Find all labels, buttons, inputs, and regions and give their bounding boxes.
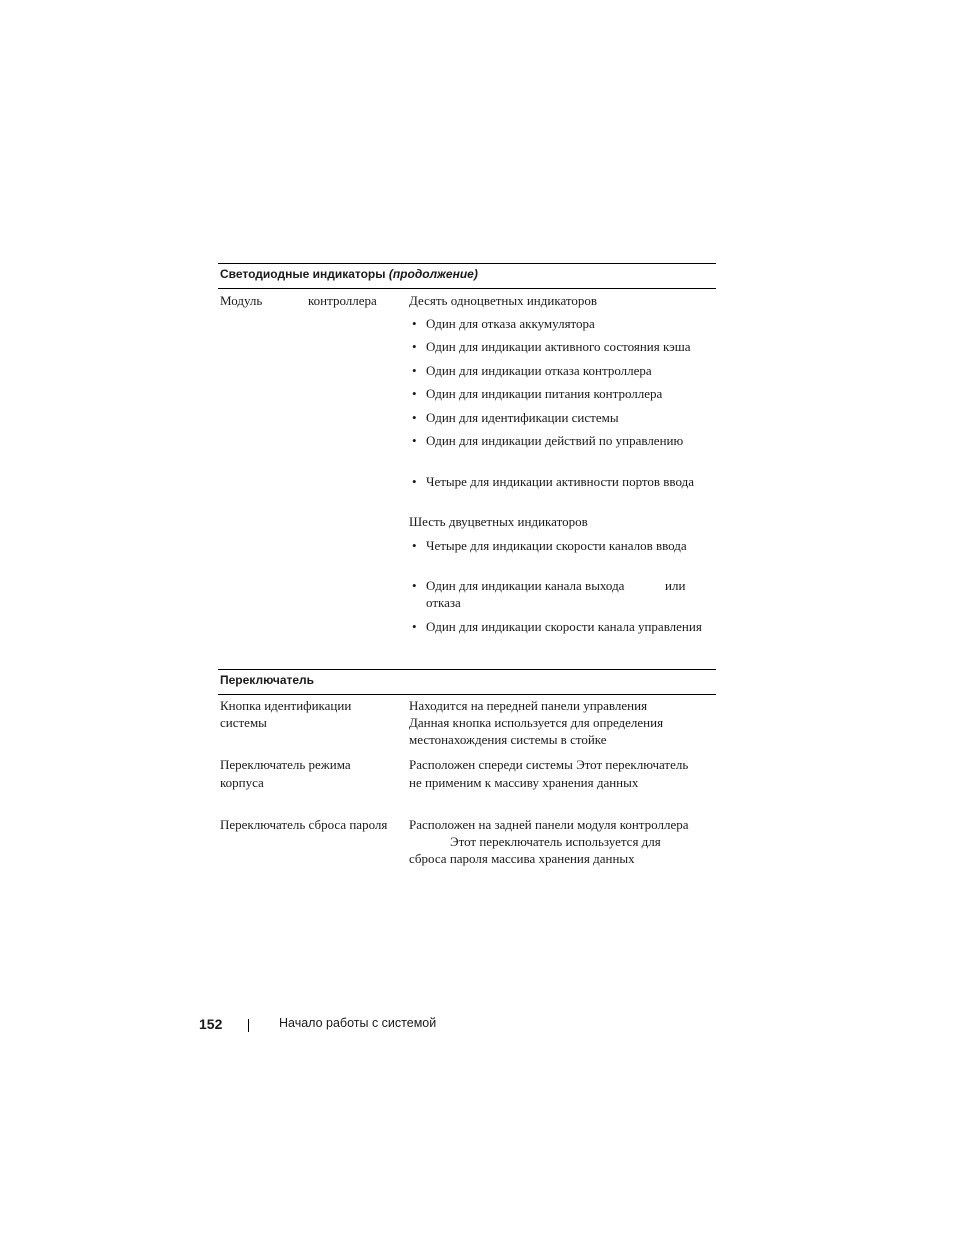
row-desc: Расположен на задней панели модуля контроллера	[409, 817, 689, 832]
bullet: •	[412, 433, 417, 448]
section-header-suffix: (продолжение)	[388, 267, 478, 281]
row-label-controller: контроллера	[308, 293, 377, 308]
table-top-rule	[218, 263, 716, 264]
table-top-rule	[218, 669, 716, 670]
bullet: •	[412, 578, 417, 593]
section-header-led	[220, 267, 478, 281]
header-bottom-rule	[218, 288, 716, 289]
footer-separator	[248, 1019, 249, 1032]
list-item: • Один для индикации канала выхода	[412, 578, 625, 593]
list-item: • Четыре для индикации скорости каналов ввода	[412, 538, 687, 553]
row-desc: Этот переключатель используется для	[450, 834, 661, 849]
row-desc: Данная кнопка используется для определения	[409, 715, 664, 730]
bullet: •	[412, 410, 417, 425]
list-item: • Четыре для индикации активности портов ввода	[412, 474, 694, 489]
row-label: Переключатель режима	[220, 757, 351, 772]
bullet: •	[412, 474, 417, 489]
bullet: •	[412, 619, 417, 634]
row-label: корпуса	[220, 775, 264, 790]
row-label: Кнопка идентификации	[220, 698, 352, 713]
list-item-tail: или	[665, 578, 686, 593]
row-desc: Расположен спереди системы Этот переключатель	[409, 757, 689, 772]
group2-title: Шесть двуцветных индикаторов	[409, 514, 588, 529]
bullet: •	[412, 363, 417, 378]
row-label: Переключатель сброса пароля	[220, 817, 388, 832]
list-item: • Один для индикации активного состояния кэша	[412, 339, 691, 354]
list-item: • Один для индикации действий по управлению	[412, 433, 684, 448]
list-item: • Один для отказа аккумулятора	[412, 316, 595, 331]
bullet: •	[412, 339, 417, 354]
list-item: • Один для индикации питания контроллера	[412, 386, 663, 401]
row-desc: не применим к массиву хранения данных	[409, 775, 639, 790]
footer-title: Начало работы с системой	[279, 1016, 437, 1030]
bullet: •	[412, 538, 417, 553]
group1-title: Десять одноцветных индикаторов	[409, 293, 598, 308]
bullet: •	[412, 316, 417, 331]
list-item-continuation: отказа	[426, 595, 461, 610]
row-label-module: Модуль	[220, 293, 263, 308]
list-item: • Один для идентификации системы	[412, 410, 619, 425]
row-desc: местонахождения системы в стойке	[409, 732, 607, 747]
list-item: • Один для индикации скорости канала управления	[412, 619, 702, 634]
row-desc: сброса пароля массива хранения данных	[409, 851, 635, 866]
row-desc: Находится на передней панели управления	[409, 698, 648, 713]
row-label: системы	[220, 715, 267, 730]
header-bottom-rule	[218, 694, 716, 695]
bullet: •	[412, 386, 417, 401]
page-number: 152	[199, 1016, 223, 1032]
section-header-switch: Переключатель	[220, 673, 315, 687]
section-header-title: Светодиодные индикаторы	[220, 267, 386, 281]
list-item: • Один для индикации отказа контроллера	[412, 363, 652, 378]
